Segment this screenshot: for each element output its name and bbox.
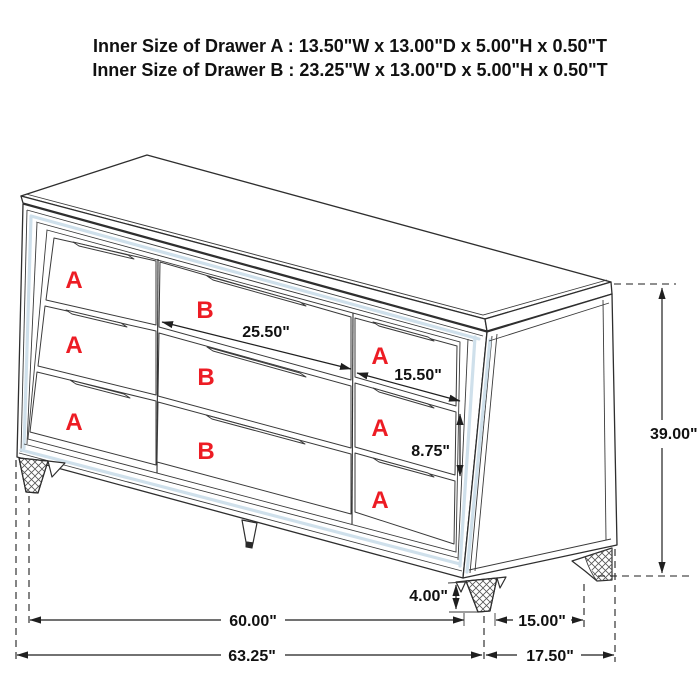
dim-leg-height-label: 4.00" — [409, 588, 448, 605]
label-a3-right: A — [371, 487, 389, 514]
header-line-1: Inner Size of Drawer A : 13.50"W x 13.00"D x 5.00"H x 0.50"T — [92, 36, 608, 56]
label-a2-left: A — [65, 332, 83, 359]
drawer-column-right — [355, 318, 457, 544]
label-a3-left: A — [65, 409, 83, 436]
label-b2: B — [197, 364, 215, 391]
dim-drawer-b-width-label: 25.50" — [242, 324, 290, 341]
dresser-side-face — [463, 294, 617, 578]
front-right-leg-crosshatch — [466, 578, 497, 612]
dim-overall-height-label: 39.00" — [650, 426, 698, 443]
middle-leg-foot — [246, 542, 253, 548]
dim-overall-depth — [486, 648, 614, 665]
label-a1-left: A — [65, 267, 83, 294]
dim-overall-width-label: 63.25" — [228, 648, 276, 665]
header — [92, 36, 607, 80]
label-a1-right: A — [371, 343, 389, 370]
middle-leg — [242, 520, 257, 543]
dim-overall-width — [17, 648, 482, 665]
dim-drawer-a-width-label: 15.50" — [394, 367, 442, 384]
dim-side-leg-span — [495, 613, 583, 630]
header-line-2: Inner Size of Drawer B : 23.25"W x 13.00"D x 5.00"H x 0.50"T — [92, 60, 608, 80]
label-b3: B — [197, 438, 215, 465]
dresser-drawing — [17, 155, 617, 612]
front-right-leg-flare-right — [497, 577, 506, 588]
dim-drawer-front-height-label: 8.75" — [411, 443, 450, 460]
dim-overall-depth-label: 17.50" — [526, 648, 574, 665]
label-b1: B — [196, 297, 214, 324]
front-left-leg-crosshatch — [19, 458, 48, 493]
dim-front-leg-span — [30, 613, 464, 630]
dim-side-leg-span-label: 15.00" — [518, 613, 566, 630]
label-a2-right: A — [371, 415, 389, 442]
dim-front-leg-span-label: 60.00" — [229, 613, 277, 630]
